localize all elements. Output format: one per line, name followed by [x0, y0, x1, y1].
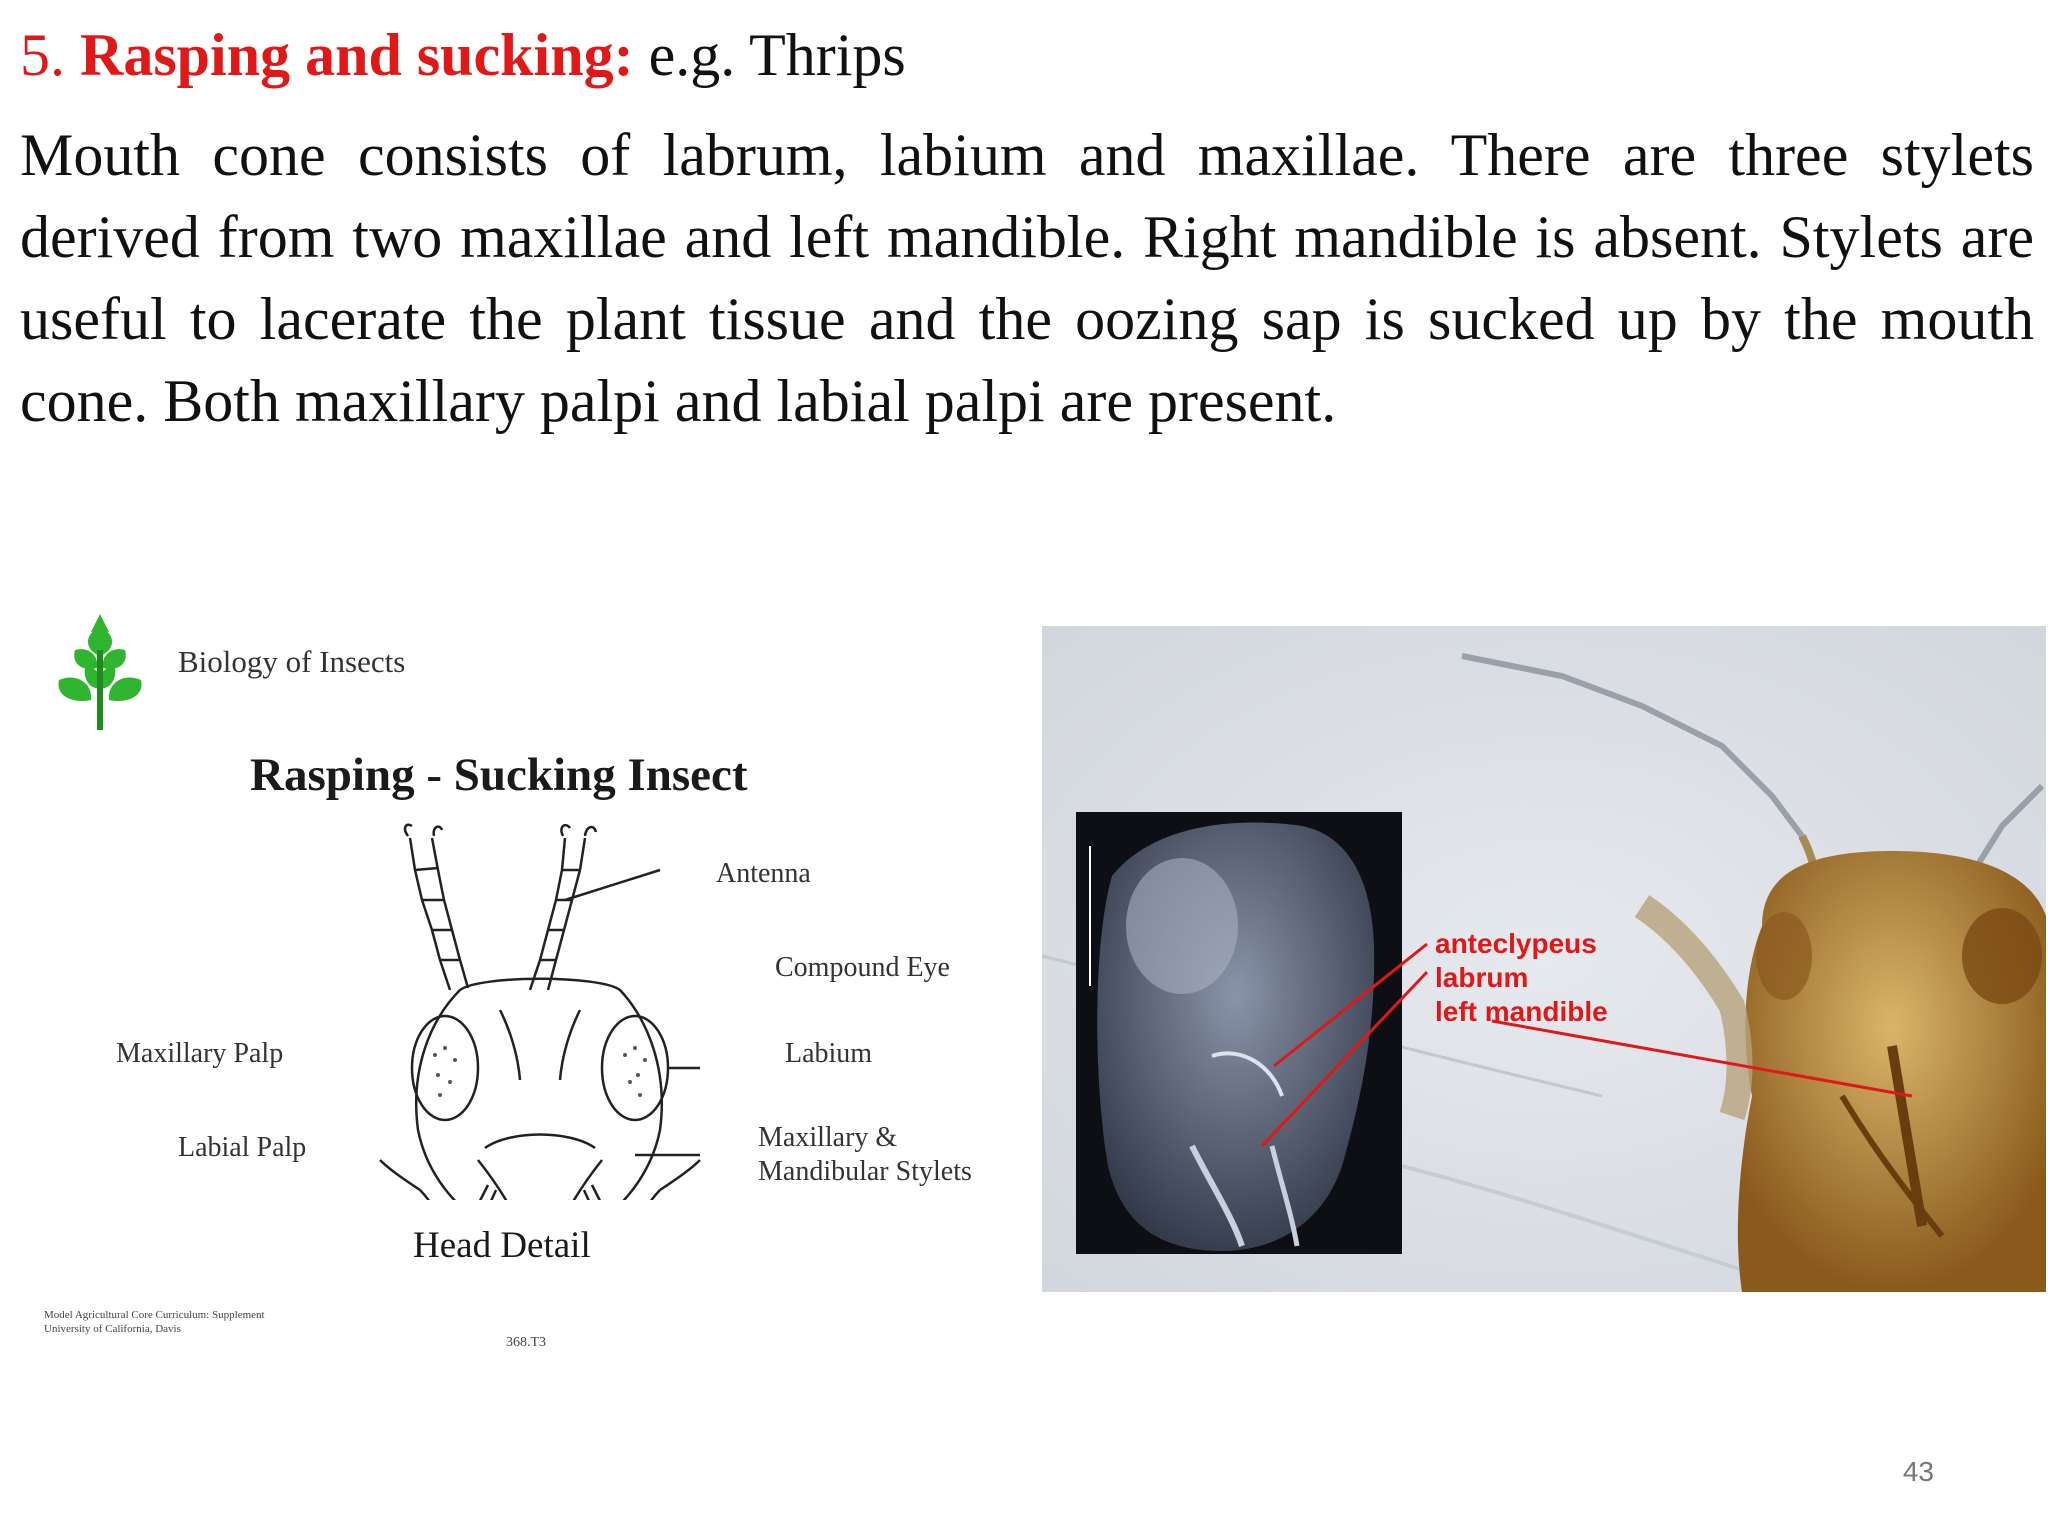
body-paragraph: Mouth cone consists of labrum, labium and maxillae. There are three stylets derived from two maxillae and left mandible. Right mandible is absent. Stylets are useful to lacerate the plant tissue and the oozing sap is sucked up by the mouth cone. Both maxillary palpi and labial palpi are present.	[20, 122, 2034, 434]
label-stylets-line1: Maxillary &	[758, 1122, 898, 1153]
thrips-micrograph-photo	[1042, 626, 2046, 1292]
figure-code: 368.T3	[506, 1335, 547, 1350]
heading-number: 5.	[20, 22, 65, 88]
brand-text: Biology of Insects	[178, 644, 406, 679]
label-labial-palp: Labial Palp	[178, 1132, 307, 1163]
rasping-sucking-diagram	[40, 600, 1020, 1380]
callout-anteclypeus: anteclypeus	[1435, 928, 1597, 959]
head-detail-caption: Head Detail	[413, 1225, 591, 1266]
figure-title: Rasping - Sucking Insect	[250, 749, 748, 801]
label-maxillary-palp: Maxillary Palp	[116, 1038, 284, 1069]
heading-title: Rasping and sucking:	[80, 22, 634, 88]
callout-left-mandible: left mandible	[1435, 996, 1608, 1027]
callout-labrum: labrum	[1435, 962, 1529, 993]
label-stylets-line2: Mandibular Stylets	[758, 1156, 972, 1187]
page-number: 43	[1902, 1456, 1934, 1487]
label-antenna: Antenna	[716, 858, 811, 889]
label-labium: Labium	[785, 1038, 873, 1069]
heading-example: e.g. Thrips	[648, 22, 906, 88]
insect-head-drawing	[40, 600, 1020, 1200]
photo-callouts	[1435, 927, 1608, 1029]
label-compound-eye: Compound Eye	[775, 952, 950, 983]
credit-text: Model Agricultural Core Curriculum: Supplement University of California, Davis	[44, 1309, 265, 1335]
slide-heading	[20, 18, 906, 92]
